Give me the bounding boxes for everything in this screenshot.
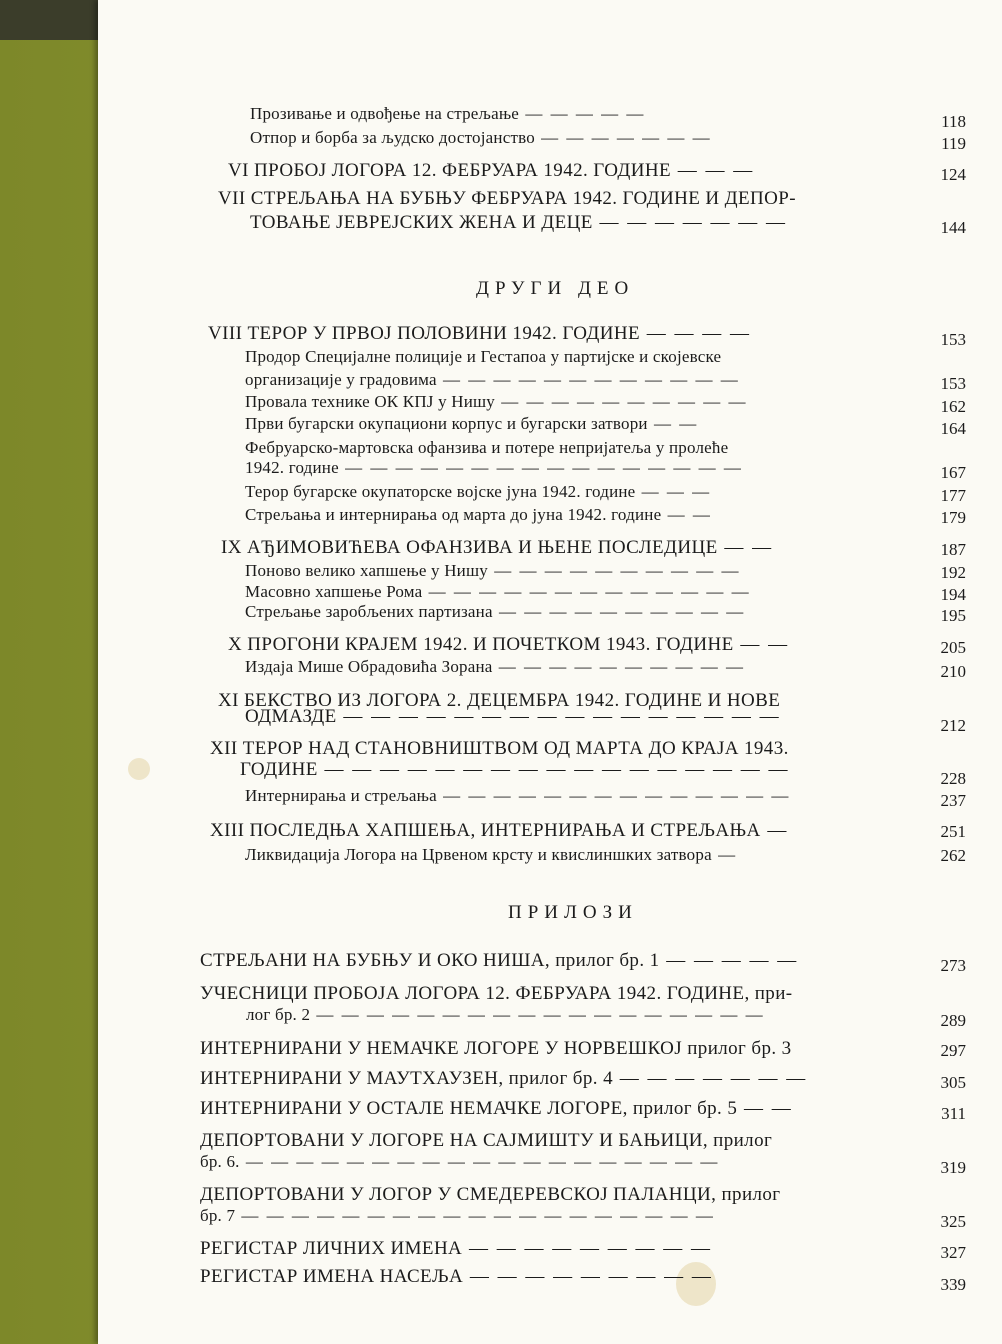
toc-entry: [245, 458, 743, 478]
leader-dashes: — — — — — — — — —: [463, 1266, 713, 1287]
toc-entry: [250, 212, 787, 234]
page-number: 273: [940, 956, 966, 975]
toc-entry-title: ОДМАЗДЕ: [245, 706, 337, 727]
section-heading: ДРУГИ ДЕО: [476, 278, 635, 299]
toc-entry-title: Отпор и борба за људско достојанство: [250, 128, 535, 147]
leader-dashes: — — — — — — —: [534, 128, 712, 147]
toc-entry: [245, 505, 712, 525]
toc-entry-title: Фебруарско-мартовска офанзива и потере непријатеља у пролеће: [245, 438, 729, 457]
page-number: 164: [940, 419, 966, 438]
toc-entry: [245, 582, 751, 602]
toc-entry-title: Продор Специјалне полиције и Гестапоа у партијске и скојевске: [245, 347, 722, 366]
toc-entry-title: VII СТРЕЉАЊА НА БУБЊУ ФЕБРУАРА 1942. ГОДИНЕ И ДЕПОР-: [218, 188, 796, 209]
leader-dashes: — —: [717, 537, 774, 558]
toc-entry: [245, 561, 740, 581]
page-number: 192: [940, 563, 966, 582]
page-number: 210: [940, 662, 966, 681]
toc-entry-title: Интернирања и стрељања: [245, 786, 437, 805]
page-number: 205: [940, 638, 966, 657]
toc-entry: [218, 188, 796, 210]
leader-dashes: — — — — — — — — — —: [487, 561, 741, 580]
toc-entry: [228, 160, 754, 182]
leader-dashes: — —: [647, 414, 699, 433]
leader-dashes: — — — — — — — — — — — — — — — — — — —: [239, 1152, 720, 1171]
toc-entry-title: Стрељање заробљених партизана: [245, 602, 493, 621]
toc-entry-title: Масовно хапшење Рома: [245, 582, 423, 601]
toc-entry: [210, 820, 788, 842]
toc-entry: [245, 706, 781, 728]
toc-entry-title: лог бр. 2: [246, 1005, 311, 1024]
toc-entry-title: Провала технике ОК КПЈ у Нишу: [245, 392, 495, 411]
page-number: 297: [940, 1041, 966, 1060]
toc-entry-title: Стрељања и интернирања од марта до јуна 1942. године: [245, 505, 662, 524]
leader-dashes: — — — — — — — — — —: [495, 392, 748, 411]
toc-entry-title: Ликвидација Логора на Црвеном крсту и квислиншких затвора: [245, 845, 712, 864]
toc-entry: [200, 1098, 793, 1120]
toc-entry: [228, 634, 789, 656]
leader-dashes: — —: [661, 505, 712, 524]
page-number: 327: [940, 1243, 966, 1262]
leader-dashes: — — — — —: [659, 950, 799, 971]
toc-entry: [245, 657, 745, 677]
toc-entry: [245, 347, 721, 367]
toc-entry: [240, 759, 789, 781]
page-number: 124: [940, 165, 966, 184]
leader-dashes: — — — — — — —: [592, 212, 788, 233]
page-number: 118: [941, 112, 966, 131]
book-page: [98, 0, 1002, 1344]
toc-entry: [245, 482, 711, 502]
toc-entry: [250, 128, 712, 148]
leader-dashes: — — — — — — — — — —: [492, 657, 746, 676]
toc-entry: [200, 983, 793, 1005]
page-number: 305: [940, 1073, 966, 1092]
toc-entry: [210, 738, 789, 760]
toc-entry-title: ИНТЕРНИРАНИ У ОСТАЛЕ НЕМАЧКЕ ЛОГОРЕ, прилог бр. 5: [200, 1098, 738, 1119]
page-number: 251: [940, 822, 966, 841]
leader-dashes: — — — — — — — — — — — — — — — —: [338, 458, 743, 477]
page-number: 212: [940, 716, 966, 735]
leader-dashes: — — — —: [640, 323, 752, 344]
page-number: 187: [940, 540, 966, 559]
toc-entry: [200, 1152, 719, 1172]
toc-entry: [200, 1184, 780, 1206]
toc-entry: [200, 1266, 713, 1288]
leader-dashes: — — — — — — — — — — — —: [436, 370, 740, 389]
page-number: 119: [941, 134, 966, 153]
toc-entry: [246, 1005, 765, 1025]
leader-dashes: — — — — — — — — —: [462, 1238, 712, 1259]
toc-entry-title: Издаја Мише Обрадовића Зорана: [245, 657, 493, 676]
page-number: 319: [940, 1158, 966, 1177]
leader-dashes: — — — — —: [519, 104, 646, 123]
toc-entry: [200, 1068, 807, 1090]
leader-dashes: — — — — — — — — — — — — — — — — — —: [310, 1005, 765, 1024]
leader-dashes: — — —: [671, 160, 755, 181]
toc-entry: [245, 392, 748, 412]
toc-entry: [245, 602, 745, 622]
toc-entry: [200, 1238, 712, 1260]
toc-entry-title: XII ТЕРОР НАД СТАНОВНИШТВОМ ОД МАРТА ДО КРАЈА 1943.: [210, 738, 789, 759]
page-number: 153: [940, 330, 966, 349]
leader-dashes: —: [760, 820, 789, 841]
page-number: 153: [940, 374, 966, 393]
leader-dashes: — — — — — — — — — —: [492, 602, 746, 621]
toc-entry: [221, 537, 773, 559]
toc-entry-title: VI ПРОБОЈ ЛОГОРА 12. ФЕБРУАРА 1942. ГОДИНЕ: [228, 160, 672, 181]
paper-stain: [128, 758, 150, 780]
toc-entry-title: XI БЕКСТВО ИЗ ЛОГОРА 2. ДЕЦЕМБРА 1942. ГОДИНЕ И НОВЕ: [218, 690, 781, 711]
toc-entry-title: бр. 6.: [200, 1152, 240, 1171]
toc-entry: [250, 104, 645, 124]
section-heading: ПРИЛОЗИ: [508, 902, 638, 923]
toc-entry-title: УЧЕСНИЦИ ПРОБОЈА ЛОГОРА 12. ФЕБРУАРА 1942. ГОДИНЕ, при-: [200, 983, 793, 1004]
toc-entry-title: ДЕПОРТОВАНИ У ЛОГОР У СМЕДЕРЕВСКОЈ ПАЛАНЦИ, прилог: [200, 1184, 781, 1205]
toc-entry: [245, 438, 728, 458]
page-number: 144: [940, 218, 966, 237]
toc-entry-title: ИНТЕРНИРАНИ У МАУТХАУЗЕН, прилог бр. 4: [200, 1068, 613, 1089]
page-number: 228: [940, 769, 966, 788]
toc-entry-title: ТОВАЊЕ ЈЕВРЕЈСКИХ ЖЕНА И ДЕЦЕ: [250, 212, 593, 233]
toc-entry: [245, 845, 737, 865]
toc-entry-title: VIII ТЕРОР У ПРВОЈ ПОЛОВИНИ 1942. ГОДИНЕ: [208, 323, 641, 344]
leader-dashes: — — — — — — — — — — — — — — — —: [336, 706, 781, 727]
leader-dashes: — —: [733, 634, 790, 655]
leader-dashes: — — —: [635, 482, 712, 501]
toc-entry: [200, 1038, 792, 1060]
toc-entry-title: РЕГИСТАР ИМЕНА НАСЕЉА: [200, 1266, 464, 1287]
toc-entry-title: Поново велико хапшење у Нишу: [245, 561, 488, 580]
page-number: 237: [940, 791, 966, 810]
toc-entry-title: IX АЂИМОВИЋЕВА ОФАНЗИВА И ЊЕНЕ ПОСЛЕДИЦЕ: [221, 537, 718, 558]
toc-entry-title: XIII ПОСЛЕДЊА ХАПШЕЊА, ИНТЕРНИРАЊА И СТРЕЉАЊА: [210, 820, 761, 841]
toc-entry: [245, 414, 698, 434]
leader-dashes: — — — — — — — — — — — — — — — — —: [317, 759, 790, 780]
toc-entry-title: бр. 7: [200, 1206, 236, 1225]
page-number: 311: [941, 1104, 966, 1123]
toc-entry-title: РЕГИСТАР ЛИЧНИХ ИМЕНА: [200, 1238, 463, 1259]
page-number: 339: [940, 1275, 966, 1294]
leader-dashes: — — — — — — — — — — — — — —: [436, 786, 791, 805]
page-number: 262: [940, 846, 966, 865]
leader-dashes: — —: [737, 1098, 793, 1119]
toc-entry-title: ИНТЕРНИРАНИ У НЕМАЧКЕ ЛОГОРЕ У НОРВЕШКОЈ прилог бр. 3: [200, 1038, 792, 1059]
page-number: 325: [940, 1212, 966, 1231]
toc-entry: [200, 1206, 715, 1226]
leader-dashes: —: [711, 845, 738, 864]
page-number: 195: [940, 606, 966, 625]
toc-entry-title: организације у градовима: [245, 370, 437, 389]
toc-entry-title: СТРЕЉАНИ НА БУБЊУ И ОКО НИША, прилог бр. 1: [200, 950, 660, 971]
dark-corner: [0, 0, 110, 40]
page-number: 194: [940, 585, 966, 604]
leader-dashes: — — — — — — —: [612, 1068, 808, 1089]
page-number: 162: [940, 397, 966, 416]
toc-entry-title: ДЕПОРТОВАНИ У ЛОГОРЕ НА САЈМИШТУ И БАЊИЦИ, прилог: [200, 1130, 773, 1151]
toc-entry: [200, 950, 798, 972]
toc-entry: [200, 1130, 772, 1152]
toc-entry: [245, 370, 740, 390]
page-number: 179: [940, 508, 966, 527]
page-number: 289: [940, 1011, 966, 1030]
page-number: 177: [940, 486, 966, 505]
toc-entry-title: ГОДИНЕ: [240, 759, 318, 780]
leader-dashes: — — — — — — — — — — — — — — — — — — —: [235, 1206, 715, 1225]
toc-entry-title: Први бугарски окупациони корпус и бугарски затвори: [245, 414, 648, 433]
toc-entry: [245, 786, 790, 806]
toc-entry-title: Прозивање и одвођење на стрељање: [250, 104, 520, 123]
toc-entry-title: X ПРОГОНИ КРАЈЕМ 1942. И ПОЧЕТКОМ 1943. ГОДИНЕ: [228, 634, 734, 655]
leader-dashes: — — — — — — — — — — — — —: [422, 582, 751, 601]
page-number: 167: [940, 463, 966, 482]
toc-entry-title: Терор бугарске окупаторске војске јуна 1942. године: [245, 482, 636, 501]
toc-entry-title: 1942. године: [245, 458, 339, 477]
toc-entry: [208, 323, 751, 345]
